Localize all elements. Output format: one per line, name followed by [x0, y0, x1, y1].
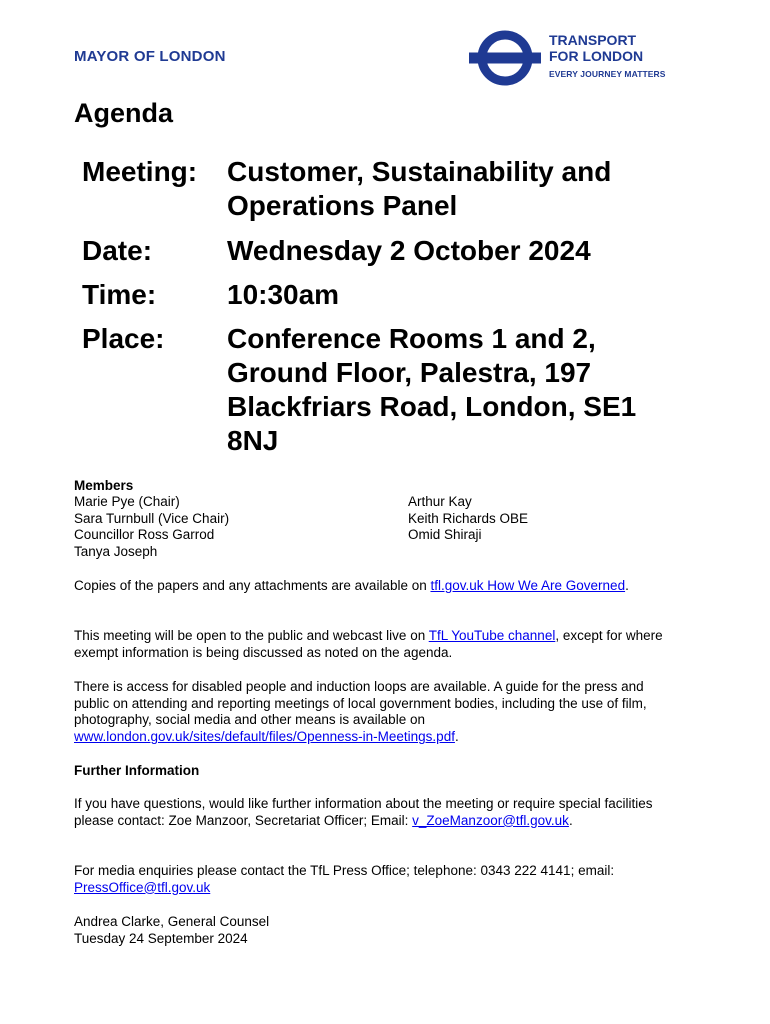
tfl-line2: FOR LONDON	[549, 48, 644, 64]
secretariat-email-link[interactable]: v_ZoeManzoor@tfl.gov.uk	[412, 812, 569, 828]
members-heading: Members	[74, 478, 134, 493]
signoff-date: Tuesday 24 September 2024	[74, 930, 248, 946]
tfl-logo-text	[549, 32, 666, 82]
place-label: Place:	[82, 323, 165, 354]
meeting-label: Meeting:	[82, 156, 198, 187]
member-name: Arthur Kay	[408, 494, 472, 509]
page-title: Agenda	[74, 98, 174, 128]
member-name: Marie Pye (Chair)	[74, 494, 180, 509]
member-name: Keith Richards OBE	[408, 510, 529, 526]
tfl-line1: TRANSPORT	[549, 32, 637, 48]
webcast-paragraph: This meeting will be open to the public and webcast live on TfL YouTube channel, except for where exempt information is being discussed as noted on the agenda.	[74, 628, 663, 660]
youtube-channel-link[interactable]: TfL YouTube channel	[428, 628, 556, 643]
how-we-are-governed-link[interactable]: tfl.gov.uk How We Are Governed	[430, 578, 626, 593]
member-name: Omid Shiraji	[408, 527, 482, 543]
signoff	[74, 914, 714, 947]
signoff-name: Andrea Clarke, General Counsel	[74, 914, 270, 929]
access-paragraph: There is access for disabled people and induction loops are available. A guide for the press and public on attending and reporting meetings of local government bodies, including the use of film, photography, social media and other means is available on www.london.gov.uk/sites/default/files/Openness-in-Meetings.pdf.	[74, 679, 647, 745]
tfl-roundel-icon	[469, 29, 541, 87]
date-label: Date:	[82, 235, 153, 266]
openness-guide-link[interactable]: www.london.gov.uk/sites/default/files/Openness-in-Meetings.pdf	[74, 729, 455, 745]
place-value: Conference Rooms 1 and 2, Ground Floor, Palestra, 197 Blackfriars Road, London, SE1 8NJ	[227, 323, 637, 456]
papers-paragraph: Copies of the papers and any attachments are available on tfl.gov.uk How We Are Governed.	[74, 578, 629, 593]
member-name: Councillor Ross Garrod	[74, 527, 215, 543]
member-name: Sara Turnbull (Vice Chair)	[74, 510, 230, 526]
tfl-tagline: EVERY JOURNEY MATTERS	[549, 69, 666, 79]
contact-paragraph: If you have questions, would like further information about the meeting or require special facilities please contact: Zoe Manzoor, Secretariat Officer; Email: v_ZoeManzoor@tfl.gov.uk.	[74, 796, 653, 828]
time-label: Time:	[82, 279, 157, 310]
members-left-column	[74, 494, 229, 561]
media-paragraph: For media enquiries please contact the TfL Press Office; telephone: 0343 222 4141; email: PressOffice@tfl.gov.uk	[74, 863, 615, 895]
mayor-of-london-logo: MAYOR OF LONDON	[74, 48, 226, 65]
members-right-column	[408, 494, 528, 544]
meeting-value: Customer, Sustainability and Operations Panel	[227, 156, 612, 221]
date-value: Wednesday 2 October 2024	[227, 235, 591, 266]
time-value: 10:30am	[227, 279, 340, 310]
further-information-heading: Further Information	[74, 763, 200, 778]
press-office-email-link[interactable]: PressOffice@tfl.gov.uk	[74, 879, 211, 895]
member-name: Tanya Joseph	[74, 544, 158, 560]
